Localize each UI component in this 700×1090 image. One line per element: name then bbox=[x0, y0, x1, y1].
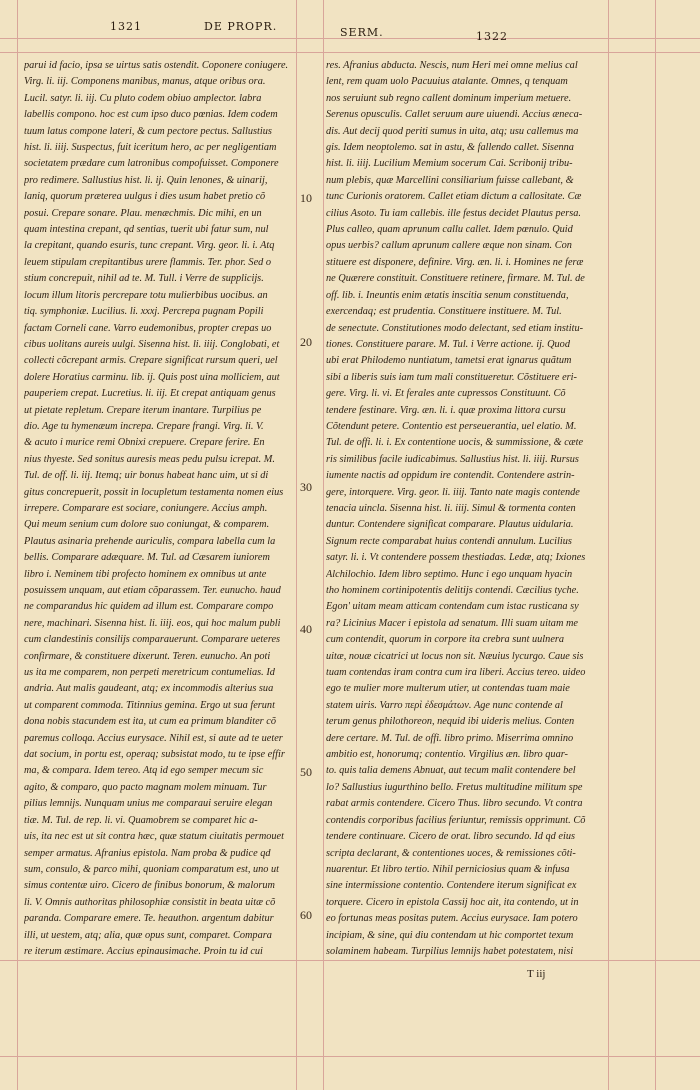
text-line: scripta declarant, & contentiones uoces, & remissiones cõti- bbox=[326, 847, 576, 859]
ruling-line bbox=[608, 0, 609, 1090]
text-line: cibus uolitans aureis uulgi. Sisenna hist. li. iiij. Conglobati, et bbox=[24, 338, 280, 350]
text-line: Tul. de offi. li. i. Ex contentione uocis, & summissione, & cæte bbox=[326, 437, 584, 449]
text-line: labellis compono. hoc est cum ipso duco pœnias. Idem codem bbox=[24, 109, 278, 121]
text-line: solaminem habeam. Turpilius lemnijs habet potestatem, nisi bbox=[326, 945, 574, 957]
text-line: ra? Licinius Macer i epistola ad senatum. Illi suam uitam me bbox=[326, 617, 578, 629]
text-line: andria. Aut malis gaudeant, atq; ex incommodis alterius sua bbox=[24, 683, 274, 695]
text-line: paremus colloqa. Accius eurysace. Nihil est, si aute ad te ueter bbox=[24, 732, 283, 744]
text-line: la crepitant, quando esuris, tunc crepant. Virg. geor. li. i. Atq bbox=[24, 240, 275, 252]
text-line: collecti cõcrepant armis. Crepare significat rursum queri, uel bbox=[24, 355, 278, 367]
text-line: hist. li. iiij. Lucilium Memium socerum Cai. Scribonij tribu- bbox=[326, 158, 573, 170]
text-line: gere. Virg. li. vi. Et ferales ante cupressos Constituunt. Cõ bbox=[326, 388, 566, 400]
text-line: illi, ut uestem, atq; alia, quæ opus sunt, comparet. Compara bbox=[24, 929, 272, 941]
text-line: dio. Age tu hymenæum increpa. Crepare frangi. Virg. li. V. bbox=[24, 420, 264, 432]
text-line: leuem stipulam crepitantibus urere flammis. Ter. phor. Sed o bbox=[24, 256, 272, 268]
running-header bbox=[0, 20, 700, 44]
text-line: Plus calleo, quam aprunum callu callet. Idem pœnulo. Quid bbox=[326, 224, 573, 236]
text-line: cilius Asoto. Tu iam callebis. ille festus decidet Plautus persa. bbox=[326, 207, 581, 219]
text-line: ne Quærere constituit. Constituere retinere, firmare. M. Tul. de bbox=[326, 273, 585, 285]
text-line: num plebis, quæ Marcellini consiliarium fuisse callebant, & bbox=[326, 174, 574, 186]
text-line: off. lib. i. Ineuntis enim ætatis inscitia senum constituenda, bbox=[326, 289, 569, 301]
text-line: dona nobis stacundem est ita, ut cum ea primum blanditer cõ bbox=[24, 716, 276, 728]
text-line: ego te mulier more multerum utier, ut contendas tuam maie bbox=[326, 683, 570, 695]
line-number: 50 bbox=[300, 765, 312, 779]
text-line: to. quis talia demens Abnuat, aut tecum malit contendere bel bbox=[326, 765, 576, 777]
text-line: li. V. Omnis authoritas philosophiæ consistit in beata uitæ cõ bbox=[24, 896, 276, 908]
text-line: paranda. Comparare emere. Te. heauthon. argentum dabitur bbox=[24, 913, 274, 925]
text-line: pro redimere. Sallustius hist. li. ij. Quin lenones, & uinarij, bbox=[24, 174, 268, 186]
ruling-line bbox=[655, 0, 656, 1090]
text-line: cum clandestinis consilijs comparauerunt. Comparare ueteres bbox=[24, 634, 281, 646]
text-line: gere, intorquere. Virg. geor. li. iiij. Tanto nate magis contende bbox=[326, 486, 580, 498]
text-line: dolere Horatius carminu. lib. ij. Quis post uina molliciem, aut bbox=[24, 371, 280, 383]
text-line: Plautus asinaria prehende auriculis, compara labella cum la bbox=[24, 535, 276, 547]
page-number-left: 1321 bbox=[110, 20, 142, 33]
text-line: simus contentæ uiro. Cicero de finibus bonorum, & malorum bbox=[24, 880, 275, 892]
signature-mark: T iij bbox=[527, 968, 546, 980]
page-number-right: 1322 bbox=[476, 30, 508, 43]
ruling-line bbox=[0, 1056, 700, 1057]
text-line: tiæ. M. Tul. de rep. li. vi. Quamobrem se comparet hic a- bbox=[24, 814, 258, 826]
text-line: Cõtendunt petere. Contentio est perseuerantia, uel elatio. M. bbox=[326, 420, 577, 432]
text-line: laniq, quorum præterea uulgus i dies usum habet pretio cõ bbox=[24, 191, 266, 203]
text-line: satyr. li. i. Vt contendere possem thestiadas. Ledæ, atq; Ixiones bbox=[326, 552, 586, 564]
text-line: parui id facio, ipsa se uirtus satis ostendit. Coponere coniugere. bbox=[24, 60, 289, 71]
text-line: de senectute. Constitutiones modo delectant, sed etiam institu- bbox=[326, 322, 584, 334]
text-line: nere, machinari. Sisenna hist. li. iiij. eos, qui hoc malum publi bbox=[24, 617, 281, 629]
text-line: stituere est disponere, definire. Virg. æn. li. i. Homines ne feræ bbox=[326, 256, 584, 268]
line-number: 40 bbox=[300, 622, 312, 636]
text-line: cum contendit, quorum in corpore ita crebra sunt uulnera bbox=[326, 634, 565, 646]
text-line: rabat armis contendere. Cicero Thus. libro secundo. Vt contra bbox=[326, 798, 583, 810]
running-head-left: DE PROPR. bbox=[204, 20, 278, 33]
right-text-column bbox=[326, 58, 606, 958]
text-line: libro i. Neminem tibi profecto hominem ex omnibus ut ante bbox=[24, 568, 267, 580]
ruling-line bbox=[0, 960, 700, 961]
text-line: Egon' uitam meam atticam contendam cum istac rusticana sy bbox=[326, 601, 579, 613]
text-line: posui. Crepare sonare. Plau. menæchmis. Dic mihi, en un bbox=[24, 207, 262, 219]
text-line: quam intestina crepant, qd sentias, tuerit ubi fatur sum, nul bbox=[24, 224, 269, 236]
text-line: exercendaq; est prudentia. Constituere instituere. M. Tul. bbox=[326, 306, 562, 318]
text-line: gis. Idem neoptolemo. sat in astu, & fallendo callet. Sisenna bbox=[326, 142, 574, 154]
text-line: terum genus philothoreon, nequid ibi uideris melius. Conten bbox=[326, 716, 575, 728]
line-number: 30 bbox=[300, 480, 312, 494]
text-line: us ita me comparem, non perpeti meretricum contumelias. Id bbox=[24, 667, 275, 679]
text-line: opus uerbis? callum aprunum callere æque non sinam. Con bbox=[326, 240, 572, 252]
ruling-line bbox=[0, 52, 700, 53]
text-line: Tul. de off. li. iij. Itemq; uir bonus habeat hanc uim, ut si di bbox=[24, 470, 269, 482]
ruling-line bbox=[323, 0, 324, 1090]
text-line: nuarentur. Et libro tertio. Nihil perniciosius quam & infusa bbox=[326, 863, 570, 875]
text-line: ut comparent commoda. Titinnius gemina. Ergo ut sua ferunt bbox=[24, 699, 275, 711]
line-number: 10 bbox=[300, 191, 312, 205]
text-line: ut pietate repletum. Crepare iterum inantare. Turpilius pe bbox=[24, 404, 262, 416]
text-line: gitus concrepuerit, possit in locupletum testamenta nomen eius bbox=[24, 486, 284, 498]
text-line: nos seruiunt sub regno callent dominum imperium metuere. bbox=[326, 92, 572, 104]
text-line: statem uiris. Varro περὶ ἐδεσμάτων. Age nunc contende al bbox=[326, 699, 563, 711]
text-line: tenacia uincla. Sisenna hist. li. iiij. Simul & tormenta conten bbox=[326, 502, 576, 514]
text-line: tuam contendas iram contra cum ira liberi. Accius tereo. uideo bbox=[326, 667, 586, 679]
line-number: 20 bbox=[300, 335, 312, 349]
text-line: dis. Aut decij quod periti sumus in uita, atq; usu callemus ma bbox=[326, 125, 579, 137]
text-line: ne comparandus hic quidem ad illum est. Comparare compo bbox=[24, 601, 274, 613]
ruling-line bbox=[296, 0, 297, 1090]
text-line: nius thyeste. Sed sonitus auresis meas pedu pulsu icrepat. M. bbox=[24, 453, 275, 465]
text-line: hist. li. iiij. Suspectus, fuit iceritum hero, ac per negligentiam bbox=[24, 142, 277, 154]
text-line: uitæ, nouæ cicatrici ut locus non sit. Næuius lycurgo. Caue sis bbox=[326, 650, 584, 662]
text-line: tendere continuare. Cicero de orat. libro secundo. Id qd eius bbox=[326, 831, 575, 843]
text-line: ma, & compara. Idem tereo. Atq id ego semper mecum sic bbox=[24, 765, 264, 777]
text-line: incipiam, & sine, qui diu contendam ut hic comportet texum bbox=[326, 929, 574, 941]
text-line: Qui meum senium cum dolore suo coniungat, & comparem. bbox=[24, 519, 270, 531]
text-line: duntur. Contendere significat comparare. Plautus uidularia. bbox=[326, 519, 574, 531]
text-line: Signum recte comparabat huius contendi annulum. Lucilius bbox=[326, 535, 572, 547]
text-line: pilius lemnijs. Nunquam unius me comparaui seruire elegan bbox=[24, 798, 273, 810]
text-line: Lucil. satyr. li. iij. Cu pluto codem obiuo amplector. labra bbox=[24, 92, 262, 104]
line-number: 60 bbox=[300, 908, 312, 922]
text-line: bellis. Comparare adæquare. M. Tul. ad Cæsarem iuniorem bbox=[24, 552, 270, 564]
text-line: posuissem unquam, aut etiam cõparassem. Ter. eunucho. haud bbox=[24, 585, 281, 596]
text-line: sibi a liberis suis iam tum mali constitueretur. Cõstituere eri- bbox=[326, 371, 577, 383]
running-head-right: SERM. bbox=[340, 26, 384, 39]
text-line: tiones. Constituere parare. M. Tul. i Verre actione. ij. Quod bbox=[326, 338, 570, 350]
text-line: iumente nactis ad oppidum ire contendit. Contendere astrin- bbox=[326, 470, 575, 482]
text-line: sum, consulo, & parco mihi, quoniam comparatum est, uno ut bbox=[24, 863, 280, 875]
text-line: locum illum litoris percrepare totu mulierbibus uocibus. an bbox=[24, 289, 268, 301]
text-line: pauperiem crepat. Lucretius. li. iij. Et crepat antiquam genus bbox=[24, 388, 276, 400]
text-line: ubi erat Philodemo nuntiatum, tametsi erat ignarus quãtum bbox=[326, 355, 572, 367]
text-line: confirmare, & constituere dixerunt. Teren. eunucho. An poti bbox=[24, 650, 271, 662]
text-line: Serenus opusculis. Callet seruum aure uiuendi. Accius æneca- bbox=[326, 109, 583, 121]
text-line: dere certare. M. Tul. de offi. libro primo. Miserrima omnino bbox=[326, 732, 574, 744]
text-line: eo fortunas meas positas putem. Accius eurysace. Iam potero bbox=[326, 913, 578, 925]
text-line: ambitio est, honorumq; contentio. Virgilius æn. libro quar- bbox=[326, 749, 568, 761]
text-line: agito, & comparo, quo pacto magnam molem minuam. Tur bbox=[24, 781, 267, 793]
text-line: uis, ita nec est ut sit contra hæc, quæ statum ciuitatis permouet bbox=[24, 831, 284, 843]
text-line: factam Corneli cane. Varro eudemonibus, propter crepas uo bbox=[24, 322, 272, 334]
text-line: semper armatus. Afranius epistola. Nam proba & pudice qd bbox=[24, 847, 271, 859]
text-line: tuum latus compone lateri, & cum pectore pectus. Sallustius bbox=[24, 125, 272, 137]
text-line: torquere. Cicero in epistola Cassij hoc ait, ita contendo, ut in bbox=[326, 896, 579, 908]
text-line: tunc Curionis oratorem. Callet etiam dictum a callositate. Cæ bbox=[326, 191, 582, 203]
text-line: tiq. symphoniæ. Lucilius. li. xxxj. Percrepa pugnam Popili bbox=[24, 306, 264, 318]
left-text-column bbox=[24, 58, 296, 958]
text-line: Alchilochio. Idem libro septimo. Hunc i ego unquam hyacin bbox=[326, 568, 573, 580]
text-line: societatem prædare cum latronibus compofuisset. Componere bbox=[24, 158, 279, 170]
text-line: stium concrepuit, nihil ad te. M. Tull. i Verre de supplicijs. bbox=[24, 273, 264, 285]
text-line: res. Afranius abducta. Nescis, num Heri mei omne melius cal bbox=[326, 60, 578, 71]
text-line: contendis corporibus facilius feriuntur, remissis opprimunt. Cõ bbox=[326, 814, 586, 826]
text-line: irrepere. Comparare est sociare, coniungere. Accius amph. bbox=[24, 502, 268, 514]
text-line: sine intermissione contentio. Contendere iterum significat ex bbox=[326, 880, 577, 892]
text-line: re iterum æstimare. Accius epinausimache. Proin tu id cui bbox=[24, 945, 263, 957]
text-line: & acuto i murice remi Obnixi crepuere. Crepare ferire. En bbox=[24, 437, 265, 449]
text-line: tendere festinare. Virg. æn. li. i. quæ proxima littora cursu bbox=[326, 404, 566, 416]
text-line: lent, rem quam uolo Pacuuius atalante. Omnes, q tenquam bbox=[326, 76, 568, 88]
text-line: tho hominem cortinipotentis delitijs contendi. Cæcilius tyche. bbox=[326, 585, 579, 596]
text-line: Virg. li. iij. Componens manibus, manus, atque oribus ora. bbox=[24, 76, 266, 88]
text-line: ris similibus facile iudicabimus. Sallustius hist. li. iiij. Rursus bbox=[326, 453, 579, 465]
text-line: lo? Sallustius iugurthino bello. Fretus multitudine militum spe bbox=[326, 781, 583, 793]
ruling-line bbox=[17, 0, 18, 1090]
text-line: dat socium, in portu est, operaq; subsistat modo, tu te ipse effir bbox=[24, 749, 285, 761]
